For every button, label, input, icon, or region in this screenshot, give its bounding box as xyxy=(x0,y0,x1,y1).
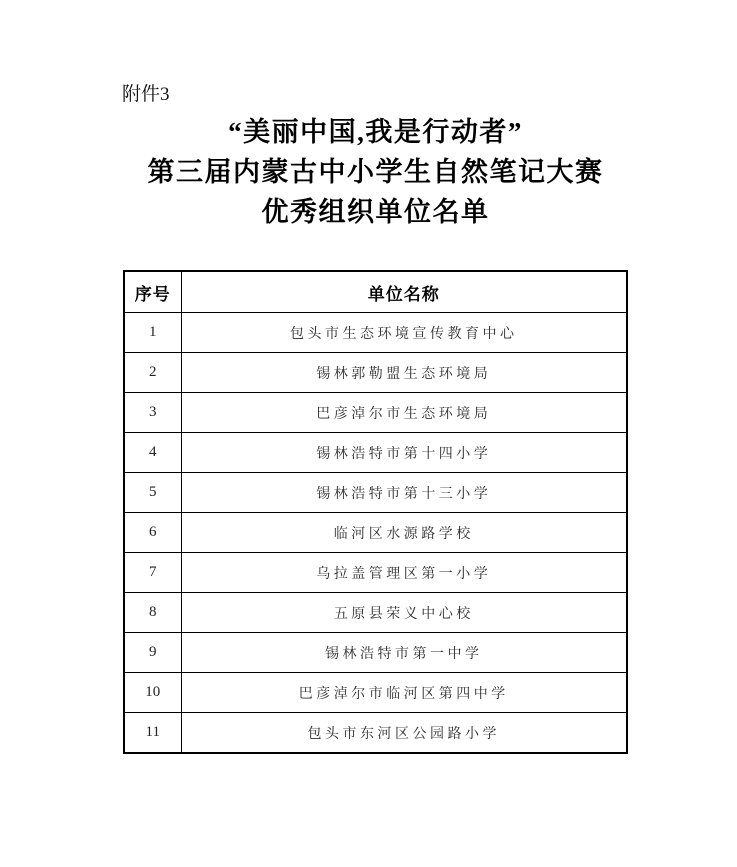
unit-name-cell: 包头市生态环境宣传教育中心 xyxy=(181,313,627,353)
title-line-3: 优秀组织单位名单 xyxy=(261,197,490,227)
table-row xyxy=(124,553,627,593)
unit-name-cell: 五原县荣义中心校 xyxy=(181,593,627,633)
unit-name-cell: 乌拉盖管理区第一小学 xyxy=(181,553,627,593)
table-row xyxy=(124,393,627,433)
table-header-row xyxy=(124,271,627,313)
unit-name-cell: 巴彦淖尔市生态环境局 xyxy=(181,393,627,433)
table-row xyxy=(124,473,627,513)
table-row xyxy=(124,313,627,353)
title-line-2: 第三届内蒙古中小学生自然笔记大赛 xyxy=(147,157,604,187)
title-line-1: “美丽中国,我是行动者” xyxy=(228,117,523,147)
table-row xyxy=(124,593,627,633)
unit-name-cell: 巴彦淖尔市临河区第四中学 xyxy=(181,673,627,713)
table-body xyxy=(124,313,627,754)
row-number-cell: 7 xyxy=(124,553,181,593)
row-number-cell: 4 xyxy=(124,433,181,473)
row-number-cell: 1 xyxy=(124,313,181,353)
table-header-name: 单位名称 xyxy=(181,271,627,313)
row-number-cell: 6 xyxy=(124,513,181,553)
row-number-cell: 5 xyxy=(124,473,181,513)
row-number-cell: 10 xyxy=(124,673,181,713)
row-number-cell: 2 xyxy=(124,353,181,393)
unit-name-cell: 锡林浩特市第十四小学 xyxy=(181,433,627,473)
unit-name-cell: 锡林浩特市第十三小学 xyxy=(181,473,627,513)
table-row xyxy=(124,513,627,553)
unit-name-cell: 锡林郭勒盟生态环境局 xyxy=(181,353,627,393)
row-number-cell: 8 xyxy=(124,593,181,633)
table-row xyxy=(124,433,627,473)
row-number-cell: 3 xyxy=(124,393,181,433)
row-number-cell: 9 xyxy=(124,633,181,673)
table-row xyxy=(124,353,627,393)
org-table xyxy=(123,270,628,754)
table-header-no: 序号 xyxy=(124,271,181,313)
document-title xyxy=(123,112,628,232)
row-number-cell: 11 xyxy=(124,713,181,754)
table-row xyxy=(124,673,627,713)
unit-name-cell: 锡林浩特市第一中学 xyxy=(181,633,627,673)
attachment-label: 附件3 xyxy=(122,84,170,105)
unit-name-cell: 临河区水源路学校 xyxy=(181,513,627,553)
table-row xyxy=(124,633,627,673)
table-row xyxy=(124,713,627,754)
unit-name-cell: 包头市东河区公园路小学 xyxy=(181,713,627,754)
